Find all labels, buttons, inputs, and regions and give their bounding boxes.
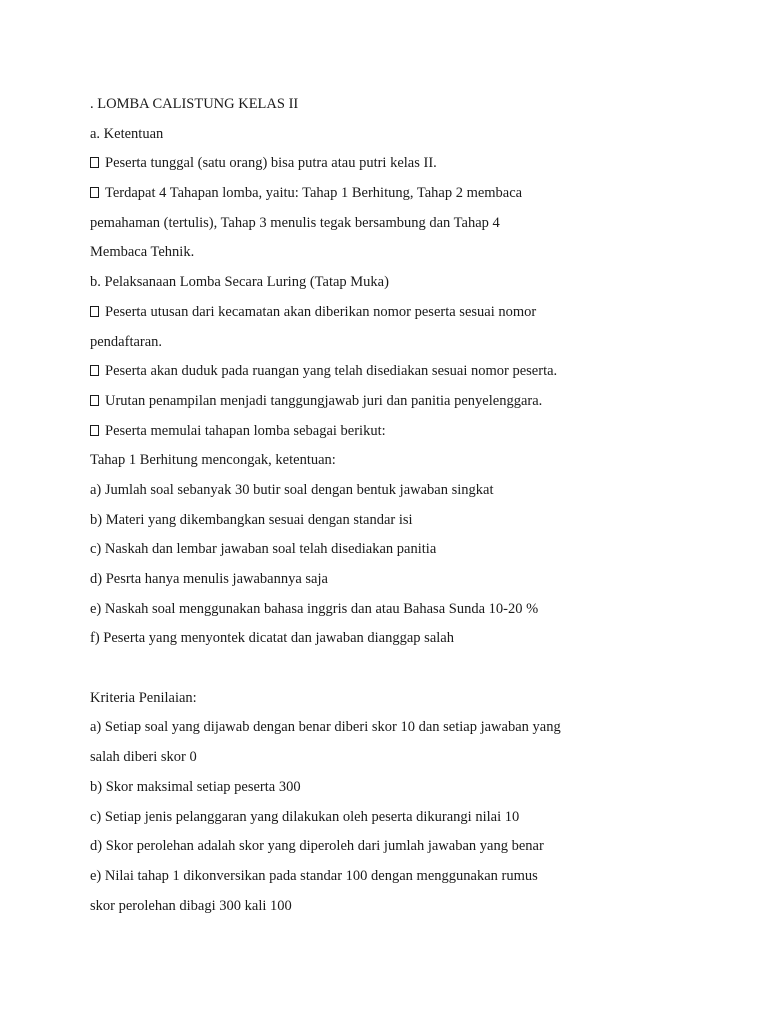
- list-item: c) Setiap jenis pelanggaran yang dilakukan oleh peserta dikurangi nilai 10: [90, 808, 520, 825]
- list-item: f) Peserta yang menyontek dicatat dan jawaban dianggap salah: [90, 630, 454, 647]
- bullet-item: Terdapat 4 Tahapan lomba, yaitu: Tahap 1 Berhitung, Tahap 2 membaca: [90, 179, 730, 209]
- list-item: d) Pesrta hanya menulis jawabannya saja: [90, 571, 328, 587]
- bullet-box-icon: [90, 187, 99, 198]
- bullet-box-icon: [90, 395, 99, 406]
- bullet-item: Peserta akan duduk pada ruangan yang telah disediakan sesuai nomor peserta.: [90, 357, 730, 387]
- blank-line: [90, 654, 730, 684]
- bullet-item: Urutan penampilan menjadi tanggungjawab juri dan panitia penyelenggara.: [90, 387, 730, 417]
- section-b-heading: b. Pelaksanaan Lomba Secara Luring (Tatap Muka): [90, 274, 389, 291]
- list-item: e) Nilai tahap 1 dikonversikan pada standar 100 dengan menggunakan rumus: [90, 867, 538, 884]
- list-item-continuation: salah diberi skor 0: [90, 749, 197, 766]
- bullet-item: Peserta memulai tahapan lomba sebagai berikut:: [90, 417, 730, 447]
- list-item: e) Naskah soal menggunakan bahasa inggris dan atau Bahasa Sunda 10-20 %: [90, 600, 539, 617]
- bullet-continuation: pendaftaran.: [90, 333, 163, 350]
- bullet-box-icon: [90, 306, 99, 317]
- bullet-continuation: pemahaman (tertulis), Tahap 3 menulis tegak bersambung dan Tahap 4: [90, 214, 500, 231]
- kriteria-heading: Kriteria Penilaian:: [90, 689, 197, 706]
- bullet-box-icon: [90, 157, 99, 168]
- bullet-box-icon: [90, 425, 99, 436]
- document-title: . LOMBA CALISTUNG KELAS II: [90, 96, 299, 112]
- document-page: [90, 90, 730, 921]
- tahap1-heading: Tahap 1 Berhitung mencongak, ketentuan:: [90, 452, 336, 469]
- bullet-item: Peserta utusan dari kecamatan akan diberikan nomor peserta sesuai nomor: [90, 298, 730, 328]
- list-item: a) Jumlah soal sebanyak 30 butir soal dengan bentuk jawaban singkat: [90, 481, 494, 498]
- list-item: a) Setiap soal yang dijawab dengan benar diberi skor 10 dan setiap jawaban yang: [90, 719, 561, 736]
- list-item: b) Skor maksimal setiap peserta 300: [90, 778, 301, 795]
- list-item: b) Materi yang dikembangkan sesuai dengan standar isi: [90, 511, 413, 528]
- bullet-box-icon: [90, 365, 99, 376]
- list-item: c) Naskah dan lembar jawaban soal telah disediakan panitia: [90, 541, 437, 558]
- section-a-heading: a. Ketentuan: [90, 125, 164, 142]
- list-item: d) Skor perolehan adalah skor yang diperoleh dari jumlah jawaban yang benar: [90, 838, 544, 855]
- list-item-continuation: skor perolehan dibagi 300 kali 100: [90, 897, 292, 914]
- bullet-item: Peserta tunggal (satu orang) bisa putra atau putri kelas II.: [90, 149, 730, 179]
- bullet-continuation: Membaca Tehnik.: [90, 244, 195, 261]
